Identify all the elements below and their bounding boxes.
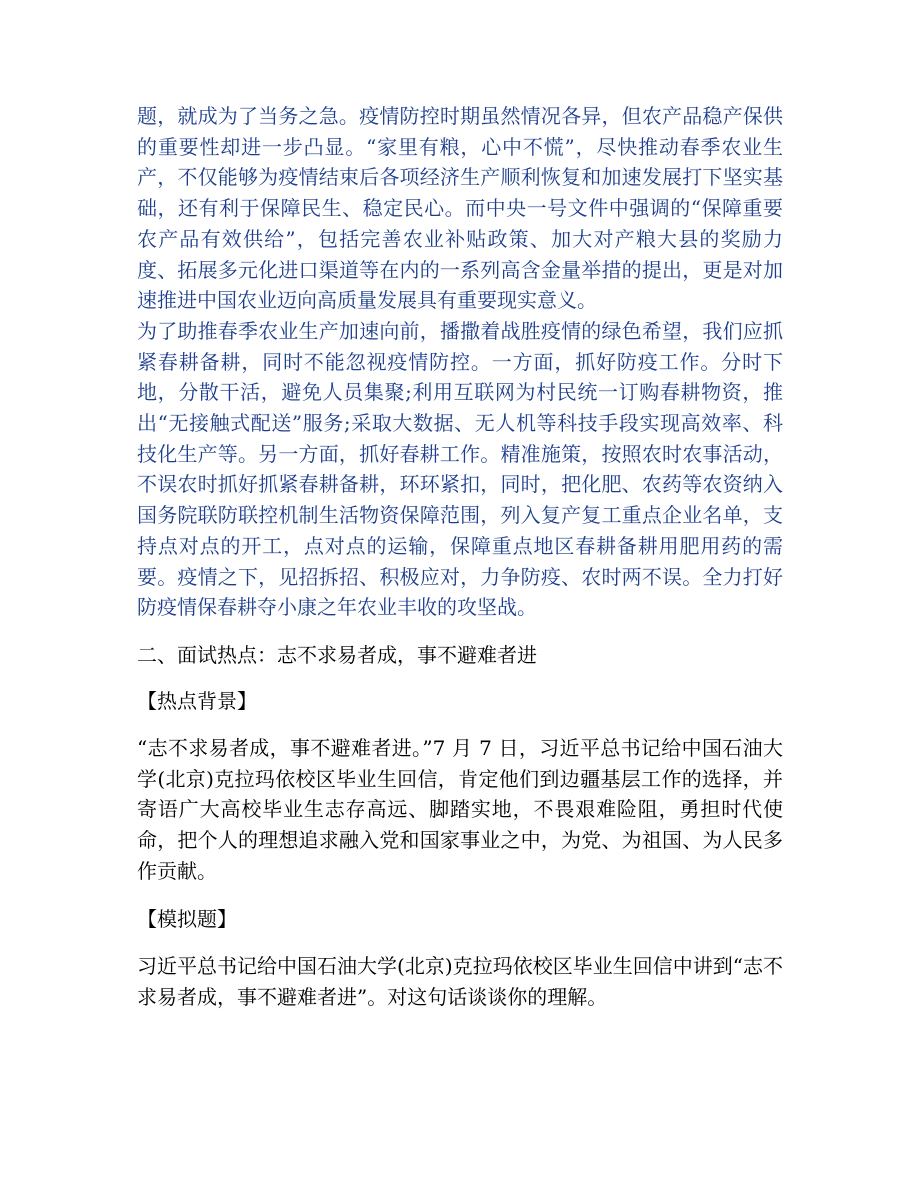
mock-question-heading: 【模拟题】 [137, 907, 237, 932]
paragraph-spring-farming: 为了助推春季农业生产加速向前，播撒着战胜疫情的绿色希望，我们应抓紧春耕备耕，同时不能忽视疫情防控。一方面，抓好防疫工作。分时下地，分散干活，避免人员集聚;利用互联网为村民统一订购春耕物资，推出“无接触式配送”服务;采取大数据、无人机等科技手段实现高效率、科技化生产等。另一方面，抓好春耕工作。精准施策，按照农时农事活动，不误农时抓好抓紧春耕备耕，环环紧扣，同时，把化肥、农药等农资纳入国务院联防联控机制生活物资保障范围，列入复产复工重点企业名单，支持点对点的开工，点对点的运输，保障重点地区春耕备耕用肥用药的需要。疫情之下，见招拆招、积极应对，力争防疫、农时两不误。全力打好防疫情保春耕夺小康之年农业丰收的攻坚战。 [137, 318, 783, 620]
section-heading: 二、面试热点：志不求易者成，事不避难者进 [137, 642, 537, 667]
highlighted-text-block [137, 101, 783, 623]
paragraph-food-security: 题，就成为了当务之急。疫情防控时期虽然情况各异，但农产品稳产保供的重要性却进一步凸显。“家里有粮，心中不慌”，尽快推动春季农业生产，不仅能够为疫情结束后各项经济生产顺利恢复和加速发展打下坚实基础，还有利于保障民生、稳定民心。而中央一号文件中强调的“保障重要农产品有效供给”，包括完善农业补贴政策、加大对产粮大县的奖励力度、拓展多元化进口渠道等在内的一系列高含金量举措的提出，更是对加速推进中国农业迈向高质量发展具有重要现实意义。 [137, 104, 783, 313]
background-heading: 【热点背景】 [137, 688, 257, 713]
mock-question-paragraph: 习近平总书记给中国石油大学(北京)克拉玛依校区毕业生回信中讲到“志不求易者成，事不避难者进”。对这句话谈谈你的理解。 [137, 954, 783, 1010]
document-body [137, 101, 783, 1013]
background-paragraph: “志不求易者成，事不避难者进。”7 月 7 日，习近平总书记给中国石油大学(北京)克拉玛依校区毕业生回信，肯定他们到边疆基层工作的选择，并寄语广大高校毕业生志存高远、脚踏实地，不畏艰难险阻，勇担时代使命，把个人的理想追求融入党和国家事业之中，为党、为祖国、为人民多作贡献。 [137, 735, 783, 883]
